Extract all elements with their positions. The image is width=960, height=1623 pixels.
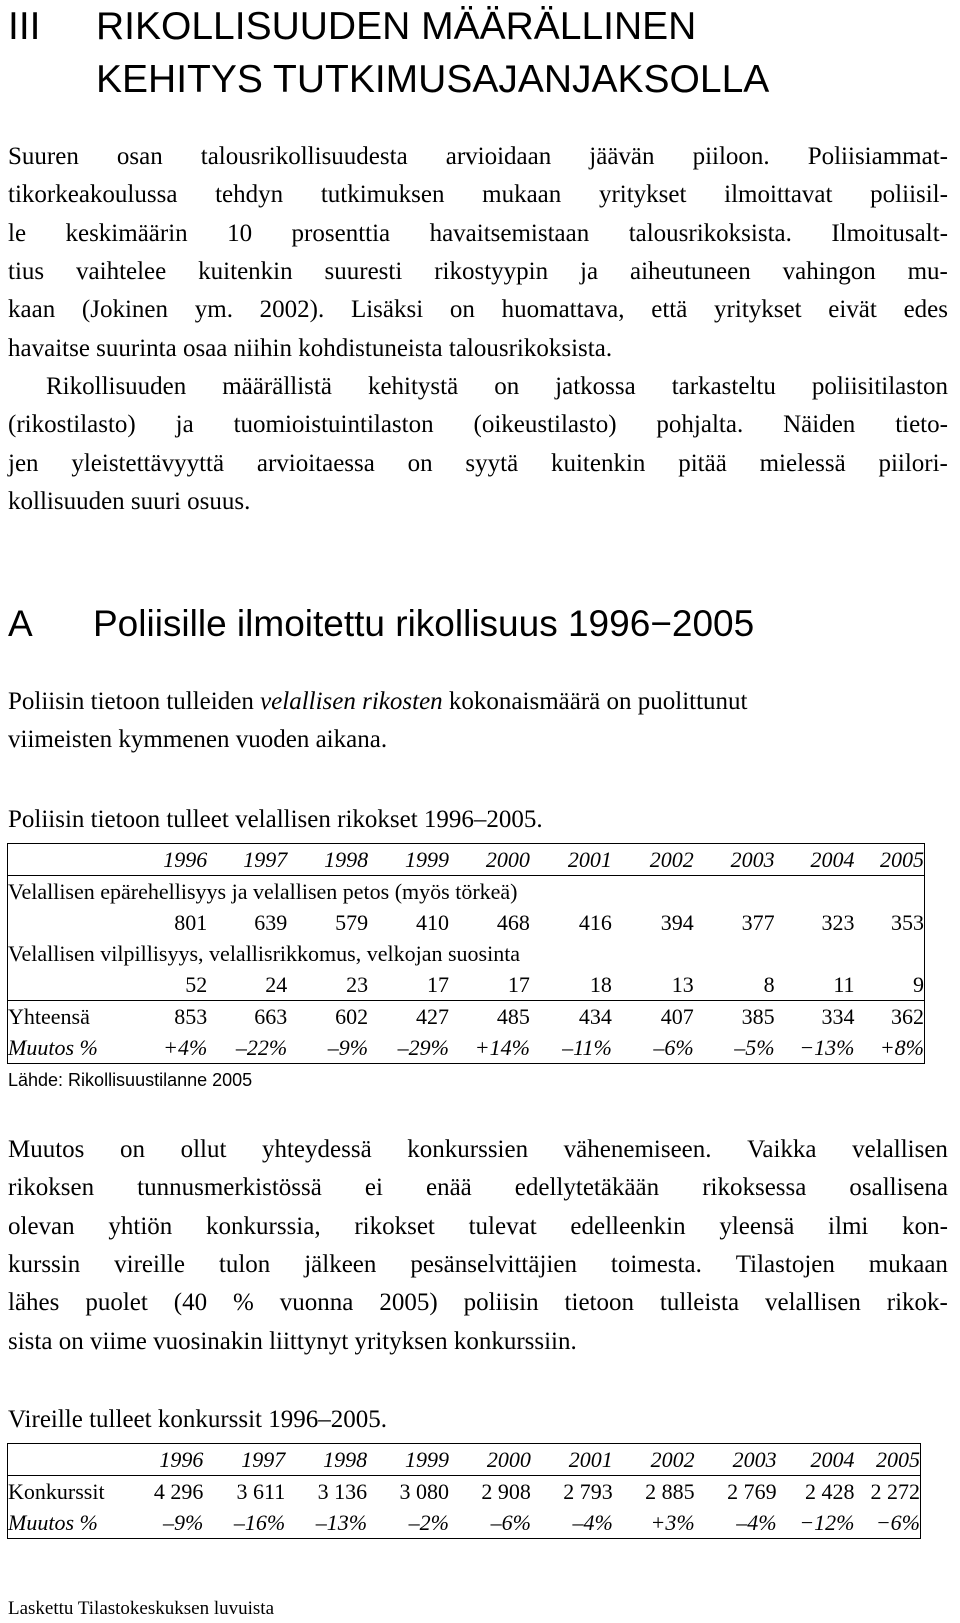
year-cell: 2002 [650, 1446, 695, 1472]
table-cell: +8% [879, 1034, 924, 1060]
table-cell: –4% [736, 1509, 777, 1535]
table1-change-row [8, 1032, 925, 1064]
intro-line: kaan (Jokinen ym. 2002). Lisäksi on huomattava, että yritykset eivät edes [8, 296, 948, 323]
body-line: lähes puolet (40 % vuonna 2005) poliisin tietoon tulleista velallisen rikok- [8, 1289, 948, 1316]
year-cell: 1996 [159, 1446, 204, 1472]
table-cell: 2 769 [727, 1478, 777, 1504]
table-cell: 427 [416, 1003, 449, 1029]
table-cell: −6% [875, 1509, 920, 1535]
table-cell: 334 [821, 1003, 855, 1029]
table-cell: 2 793 [563, 1478, 613, 1504]
year-cell: 2001 [567, 846, 612, 872]
table-cell: −12% [799, 1509, 855, 1535]
table2-header-row [8, 1444, 921, 1476]
table-cell: +14% [474, 1034, 530, 1060]
body-line: Muutos on ollut yhteydessä konkurssien vähenemiseen. Vaikka velallisen [8, 1136, 948, 1163]
table-cell: 52 [185, 971, 208, 997]
table-cell: 362 [891, 1003, 924, 1029]
table-cell: –2% [408, 1509, 449, 1535]
table-cell: –5% [734, 1034, 775, 1060]
body-line: sista on viime vuosinakin liittynyt yrityksen konkurssiin. [8, 1328, 577, 1355]
table-cell: 394 [660, 909, 694, 935]
intro-line: kollisuuden suuri osuus. [8, 488, 251, 515]
table1-total-row [8, 1001, 925, 1033]
chapter-number: III [8, 5, 41, 48]
row-label: Velallisen epärehellisyys ja velallisen petos (myös törkeä) [8, 876, 925, 908]
row-label: Yhteensä [8, 1003, 90, 1029]
table-cell: 8 [763, 971, 775, 997]
year-cell: 2005 [876, 1446, 920, 1472]
chapter-title-line-2: KEHITYS TUTKIMUSAJANJAKSOLLA [96, 58, 770, 101]
body-line: rikoksen tunnusmerkistössä ei enää edellytetäkään rikoksessa osallisena [8, 1174, 948, 1201]
intro-line: havaitse suurinta osaa niihin kohdistuneista talousrikoksista. [8, 335, 613, 362]
table-cell: 11 [833, 971, 855, 997]
table2-caption: Vireille tulleet konkurssit 1996–2005. [8, 1406, 388, 1433]
table-cell: 3 611 [236, 1478, 286, 1504]
table-cell: 9 [913, 971, 924, 997]
table-cell: 17 [507, 971, 530, 997]
table-cell: 579 [335, 909, 369, 935]
chapter-title-line-1: RIKOLLISUUDEN MÄÄRÄLLINEN [96, 5, 697, 48]
intro-line: Rikollisuuden määrällistä kehitystä on jatkossa tarkasteltu poliisitilaston [46, 373, 948, 400]
table-cell: –4% [572, 1509, 613, 1535]
body-line: kurssin vireille tulon jälkeen pesänselvittäjien toimesta. Tilastojen mukaan [8, 1251, 948, 1278]
year-cell: 1997 [243, 846, 288, 872]
table-cell: 17 [427, 971, 449, 997]
table-cell: 24 [265, 971, 288, 997]
table-cell: –6% [653, 1034, 694, 1060]
table-cell: 410 [416, 909, 449, 935]
table-cell: 323 [821, 909, 855, 935]
row-label: Muutos % [8, 1034, 98, 1060]
table2-source: Laskettu Tilastokeskuksen luvuista [8, 1598, 274, 1619]
row-label: Velallisen vilpillisyys, velallisrikkomus, velkojan suosinta [8, 940, 521, 966]
table-cell: –29% [397, 1034, 449, 1060]
intro-line: tikorkeakoulussa tehdyn tutkimuksen mukaan yritykset ilmoittavat poliisil- [8, 181, 948, 208]
table-cell: 801 [174, 909, 208, 935]
intro-line: tius vaihtelee kuitenkin suuresti rikostyypin ja aiheutuneen vahingon mu- [8, 258, 948, 285]
table1-group2-values-row [8, 969, 925, 1001]
table1-group1-label-row [8, 876, 925, 908]
table1-header-row [8, 844, 925, 876]
table-cell: 416 [578, 909, 612, 935]
table-cell: 2 272 [870, 1478, 920, 1504]
table-cell: 23 [346, 971, 369, 997]
intro-line: (rikostilasto) ja tuomioistuintilaston (oikeustilasto) pohjalta. Näiden tieto- [8, 411, 948, 438]
table-cell: 485 [496, 1003, 530, 1029]
body-line: olevan yhtiön konkurssia, rikokset tulevat edelleenkin yleensä ilmi kon- [8, 1213, 948, 1240]
table2-bankruptcies-row [8, 1476, 921, 1508]
section-title: Poliisille ilmoitettu rikollisuus 1996−2005 [93, 603, 755, 644]
table-cell: –9% [163, 1509, 204, 1535]
table-cell: 3 080 [399, 1478, 449, 1504]
year-cell: 2000 [485, 846, 530, 872]
section-intro-line-2: viimeisten kymmenen vuoden aikana. [8, 726, 388, 753]
year-cell: 2004 [810, 846, 855, 872]
table-cell: 13 [671, 971, 694, 997]
table1-caption: Poliisin tietoon tulleet velallisen rikokset 1996–2005. [8, 806, 543, 833]
table-cell: 353 [891, 909, 924, 935]
table1 [7, 843, 925, 1064]
table-cell: –22% [235, 1034, 288, 1060]
table2-change-row [8, 1507, 921, 1539]
table2 [7, 1443, 921, 1539]
table-cell: 2 908 [481, 1478, 531, 1504]
table-cell: –11% [562, 1034, 612, 1060]
year-cell: 2005 [880, 846, 924, 872]
table-cell: +3% [650, 1509, 695, 1535]
table-cell: +4% [163, 1034, 208, 1060]
section-intro-line-1: Poliisin tietoon tulleiden velallisen rikosten kokonaismäärä on puolittunut [8, 688, 748, 715]
table-cell: 434 [578, 1003, 612, 1029]
table-cell: 853 [174, 1003, 208, 1029]
year-cell: 1999 [405, 846, 449, 872]
italic-term: velallisen rikosten [260, 688, 443, 715]
table-cell: 407 [660, 1003, 694, 1029]
table-cell: –6% [490, 1509, 531, 1535]
year-cell: 1997 [241, 1446, 286, 1472]
table-cell: 18 [589, 971, 612, 997]
year-cell: 2000 [486, 1446, 531, 1472]
intro-line: jen yleistettävyyttä arvioitaessa on syytä kuitenkin pitää mielessä piilori- [8, 450, 948, 477]
year-cell: 1999 [405, 1446, 449, 1472]
intro-line: Suuren osan talousrikollisuudesta arvioidaan jäävän piiloon. Poliisiammat- [8, 143, 948, 170]
row-label: Muutos % [8, 1509, 98, 1535]
table-cell: –9% [327, 1034, 369, 1060]
row-label: Konkurssit [8, 1478, 105, 1504]
table-cell: 2 428 [804, 1478, 855, 1504]
year-cell: 2003 [732, 1446, 777, 1472]
table-cell: –13% [315, 1509, 368, 1535]
year-cell: 1998 [324, 846, 369, 872]
table-cell: 468 [496, 909, 530, 935]
table-cell: 2 885 [645, 1478, 695, 1504]
year-cell: 2003 [730, 846, 775, 872]
section-letter: A [8, 603, 33, 644]
year-cell: 2004 [810, 1446, 855, 1472]
table1-source: Lähde: Rikollisuustilanne 2005 [8, 1070, 253, 1090]
table-cell: −13% [799, 1034, 855, 1060]
table1-group2-label-row [8, 938, 925, 969]
table-cell: 4 296 [153, 1478, 204, 1504]
table-cell: 377 [741, 909, 775, 935]
table-cell: 385 [741, 1003, 775, 1029]
year-cell: 2002 [649, 846, 694, 872]
year-cell: 1998 [323, 1446, 368, 1472]
table-cell: –16% [233, 1509, 286, 1535]
year-cell: 1996 [163, 846, 208, 872]
table1-group1-values-row [8, 907, 925, 938]
intro-line: le keskimäärin 10 prosenttia havaitsemistaan talousrikoksista. Ilmoitusalt- [8, 220, 948, 247]
table-cell: 602 [335, 1003, 369, 1029]
table-cell: 663 [254, 1003, 288, 1029]
table-cell: 639 [254, 909, 288, 935]
year-cell: 2001 [568, 1446, 613, 1472]
table-cell: 3 136 [317, 1478, 368, 1504]
